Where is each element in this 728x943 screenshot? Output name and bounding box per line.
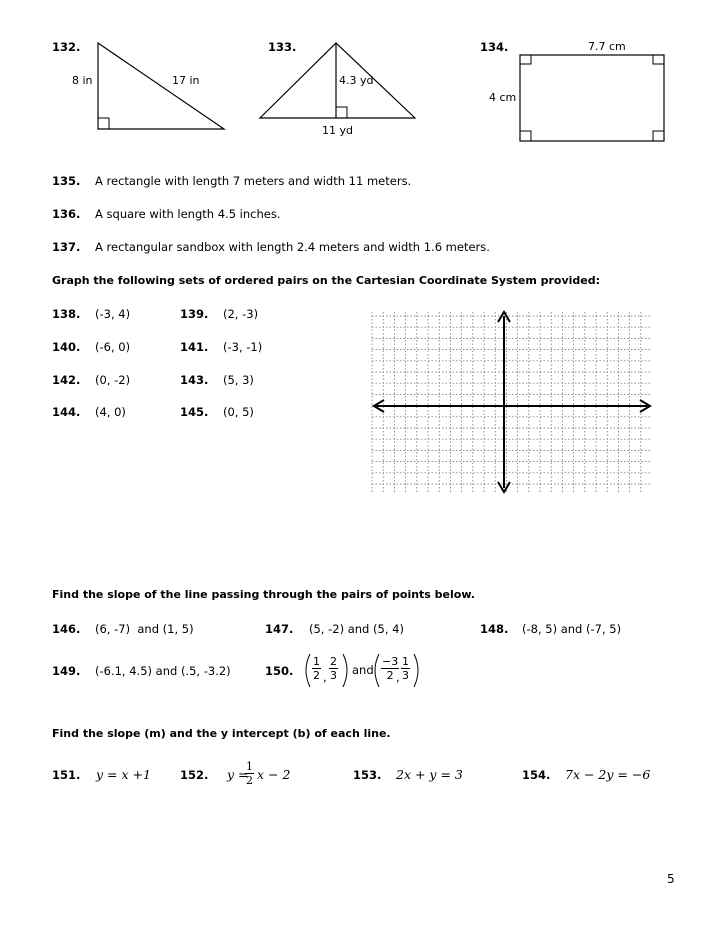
problem-141-value: (-3, -1) [223, 340, 263, 354]
graph-heading: Graph the following sets of ordered pairs on the Cartesian Coordinate System provided: [52, 274, 601, 287]
problem-154-number: 154. [522, 768, 551, 782]
fraction-150-a2: $\frac{2}{3}$ [330, 655, 337, 682]
comma: , [396, 670, 400, 684]
problem-142-value: (0, -2) [95, 373, 131, 387]
problem-144-value: (4, 0) [95, 405, 126, 419]
problem-135-text: A rectangle with length 7 meters and width 11 meters. [95, 174, 412, 188]
problem-134-number: 134. [480, 40, 509, 54]
height-label-4cm: 4 cm [489, 91, 517, 104]
problem-133-number: 133. [268, 40, 297, 54]
height-label-4-3yd: 4.3 yd [339, 74, 374, 87]
problem-145-value: (0, 5) [223, 405, 254, 419]
problem-149-number: 149. [52, 664, 81, 678]
problem-135-number: 135. [52, 174, 81, 188]
comma: , [323, 670, 327, 684]
problem-146-number: 146. [52, 622, 81, 636]
problem-140-number: 140. [52, 340, 81, 354]
problem-139-number: 139. [180, 307, 209, 321]
problem-149-value: (-6.1, 4.5) and (.5, -3.2) [95, 664, 231, 678]
fraction-150-b1: $\frac{-3}{2}$ [382, 655, 399, 682]
problem-150-number: 150. [265, 664, 294, 678]
problem-136-text: A square with length 4.5 inches. [95, 207, 281, 221]
problem-139-value: (2, -3) [223, 307, 259, 321]
problem-148-number: 148. [480, 622, 509, 636]
problem-137-text: A rectangular sandbox with length 2.4 meters and width 1.6 meters. [95, 240, 490, 254]
fraction-150-a1: $\frac{1}{2}$ [313, 655, 320, 682]
problem-143-number: 143. [180, 373, 209, 387]
problem-137-number: 137. [52, 240, 81, 254]
fraction-150-b2: $\frac{1}{3}$ [402, 655, 409, 682]
problem-152-equation-right: x − 2 [257, 767, 291, 782]
problem-147-value: (5, -2) and (5, 4) [309, 622, 404, 636]
problem-152-equation-left: y = [227, 767, 249, 782]
intercept-heading: Find the slope (m) and the y intercept (b) of each line. [52, 727, 391, 740]
side-label-8in: 8 in [72, 74, 93, 87]
problem-132-number: 132. [52, 40, 81, 54]
problem-151-number: 151. [52, 768, 81, 782]
problem-146-value: (6, -7) and (1, 5) [95, 622, 194, 636]
problem-140-value: (-6, 0) [95, 340, 131, 354]
problem-151-equation: y = x +1 [96, 767, 151, 782]
base-label-11yd: 11 yd [322, 124, 353, 137]
problem-138-value: (-3, 4) [95, 307, 131, 321]
problem-143-value: (5, 3) [223, 373, 254, 387]
width-label-7-7cm: 7.7 cm [588, 40, 626, 53]
page-number: 5 [667, 872, 675, 886]
problem-147-number: 147. [265, 622, 294, 636]
problem-141-number: 141. [180, 340, 209, 354]
problem-148-value: (-8, 5) and (-7, 5) [522, 622, 622, 636]
problem-153-equation: 2x + y = 3 [396, 767, 463, 782]
problem-152-number: 152. [180, 768, 209, 782]
problem-144-number: 144. [52, 405, 81, 419]
problem-138-number: 138. [52, 307, 81, 321]
problem-153-number: 153. [353, 768, 382, 782]
problem-145-number: 145. [180, 405, 209, 419]
problem-136-number: 136. [52, 207, 81, 221]
problem-152-fraction: $\frac{1}{2}$ [246, 760, 253, 787]
problem-142-number: 142. [52, 373, 81, 387]
side-label-17in: 17 in [172, 74, 200, 87]
slope-heading: Find the slope of the line passing through the pairs of points below. [52, 588, 475, 601]
and-word-150: and [352, 663, 374, 677]
problem-154-equation: 7x − 2y = −6 [565, 767, 651, 782]
